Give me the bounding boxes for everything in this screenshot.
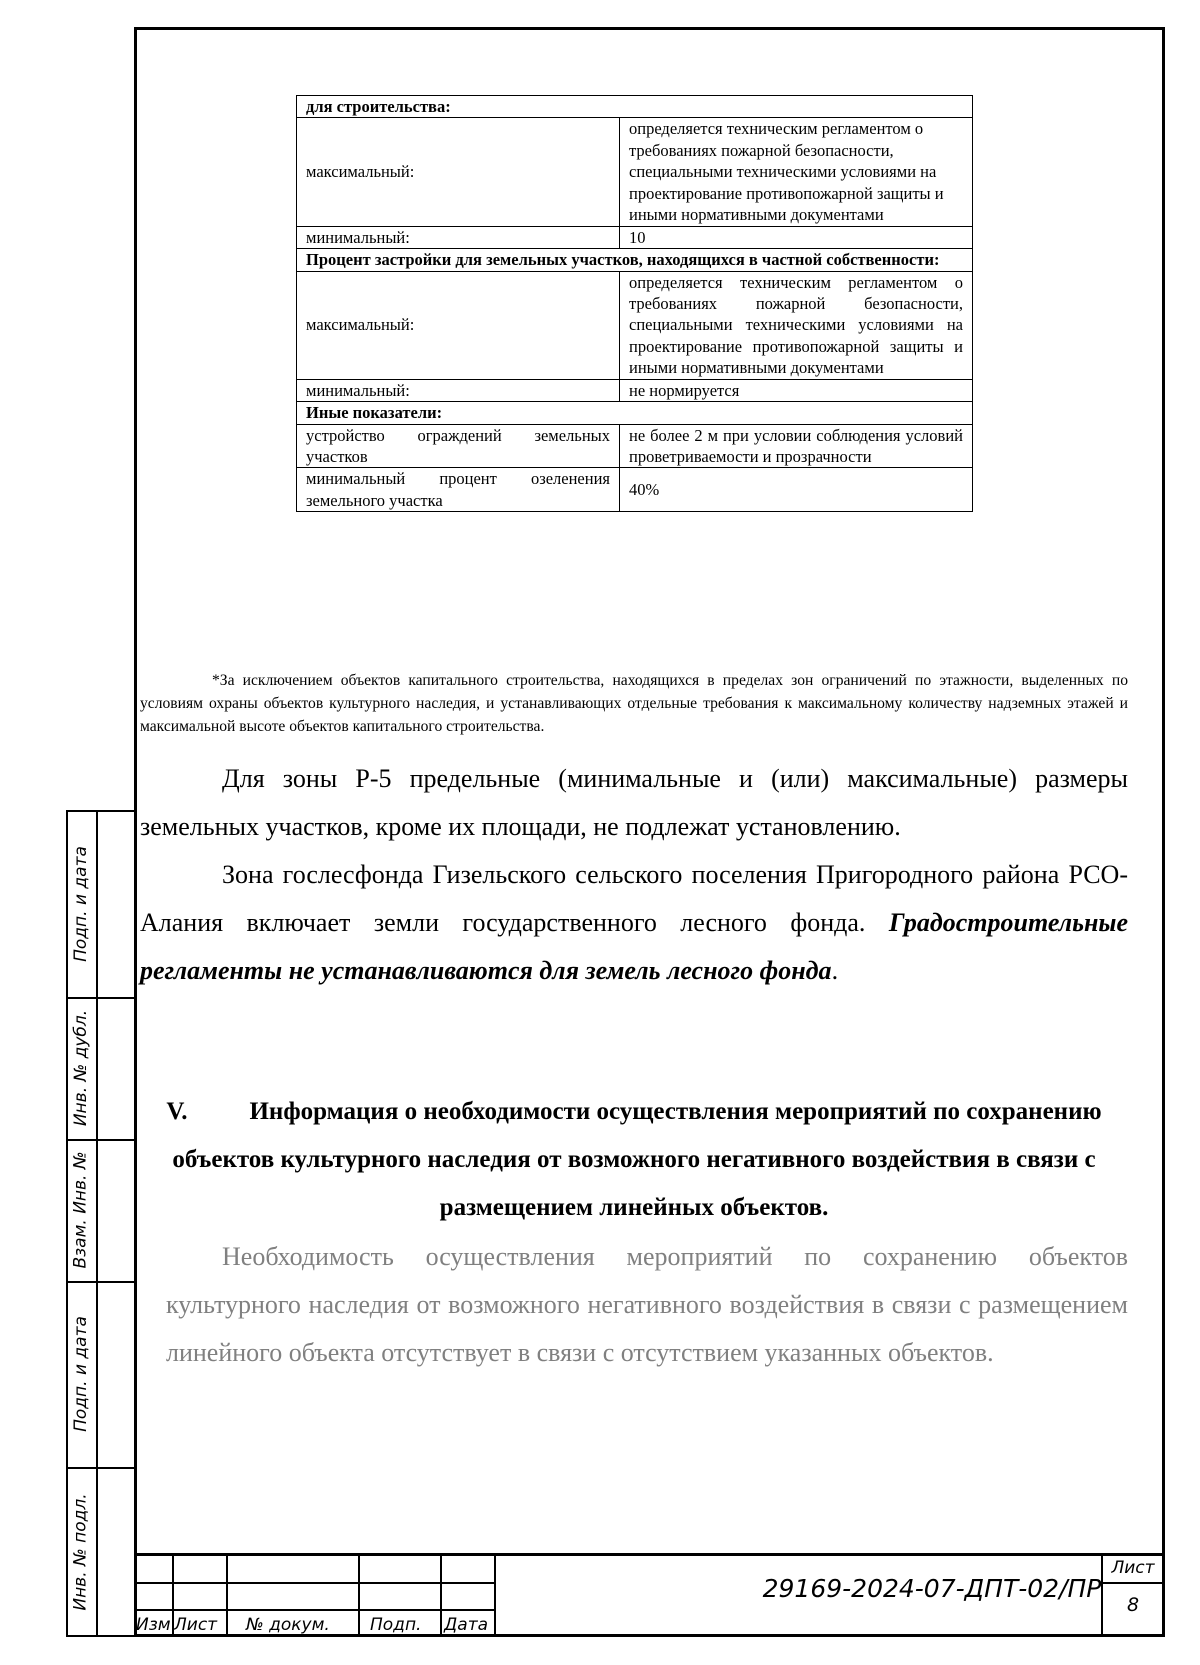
title-block-column-line	[358, 1556, 360, 1637]
table-cell-value: не более 2 м при условии соблюдения условий проветриваемости и прозрачности	[620, 424, 973, 468]
table-cell-value: определяется техническим регламентом о требованиях пожарной безопасности, специальными техническими условиями на проектирование противопожарной защиты и иными нормативными документами	[620, 118, 973, 226]
table-section-header: для строительства:	[297, 96, 973, 118]
side-stamp-text: Подп. и дата	[71, 1316, 91, 1432]
paragraph-zone-r5: Для зоны Р-5 предельные (минимальные и (или) максимальные) размеры земельных участков, кроме их площади, не подлежат установлению.	[140, 764, 1128, 841]
table-row	[297, 468, 973, 512]
column-label-list: Лист	[174, 1615, 218, 1635]
table-cell-label: минимальный процент озеленения земельного участка	[297, 468, 620, 512]
table-row	[297, 118, 973, 226]
section-title: Информация о необходимости осуществления мероприятий по сохранению объектов культурного наследия от возможного негативного воздействия в связи с размещением линейных объектов.	[172, 1098, 1102, 1221]
table-section-header: Иные показатели:	[297, 402, 973, 424]
table-row	[297, 96, 973, 118]
sheet-label: Лист	[1111, 1558, 1155, 1578]
side-stamp-label	[66, 810, 96, 997]
regulations-table-body	[297, 96, 973, 512]
side-stamp-text: Инв. № подл.	[71, 1493, 92, 1611]
side-stamp-text: Взам. Инв. №	[71, 1151, 91, 1269]
table-cell-value: 10	[620, 226, 973, 248]
column-label-izm: Изм	[136, 1615, 171, 1635]
paragraph-forest-fund	[140, 851, 1128, 995]
column-label-signature: Подп.	[370, 1615, 422, 1635]
table-row	[297, 271, 973, 379]
table-cell-value: определяется техническим регламентом о требованиях пожарной безопасности, специальными техническими условиями на проектирование противопожарной защиты и иными нормативными документами	[620, 271, 973, 379]
table-row	[297, 424, 973, 468]
paragraph-text: .	[831, 956, 839, 985]
column-label-doc-number: № докум.	[246, 1615, 330, 1635]
document-code: 29169-2024-07-ДПТ-02/ПР	[762, 1574, 1102, 1603]
side-stamp-label	[66, 997, 96, 1139]
column-label-date: Дата	[444, 1615, 489, 1635]
title-block	[134, 1553, 1165, 1637]
side-stamp-inner-column	[96, 810, 134, 1637]
table-row	[297, 402, 973, 424]
table-row	[297, 379, 973, 401]
side-stamp-text: Подп. и дата	[71, 845, 91, 962]
side-stamp-label	[66, 1281, 96, 1467]
paragraph-emphasis: Градостроительные регламенты не устанавливаются для земель лесного фонда	[140, 908, 1128, 985]
footnote: *За исключением объектов капитального строительства, находящихся в пределах зон ограничений по этажности, выделенных по условиям охраны объектов культурного наследия, и устанавливающих отдельные требования к максимальному количеству надземных этажей и максимальной высоте объектов капитального строительства.	[140, 672, 1128, 735]
regulations-table	[296, 95, 973, 512]
table-row	[297, 226, 973, 248]
paragraph-text: Зона гослесфонда Гизельского сельского поселения Пригородного района РСО-Алания включает земли государственного лесного фонда.	[140, 860, 1128, 937]
side-stamp-label	[66, 1467, 96, 1637]
table-cell-label: максимальный:	[297, 271, 620, 379]
section-number: V.	[166, 1098, 188, 1125]
table-cell-label: минимальный:	[297, 379, 620, 401]
table-cell-label: устройство ограждений земельных участков	[297, 424, 620, 468]
title-block-column-line	[494, 1556, 496, 1637]
sheet-number: 8	[1126, 1594, 1140, 1616]
paragraph-heritage: Необходимость осуществления мероприятий по сохранению объектов культурного наследия от возможного негативного воздействия в связи с размещением линейного объекта отсутствует в связи с отсутствием указанных объектов.	[166, 1242, 1128, 1367]
table-cell-value: 40%	[620, 468, 973, 512]
title-block-column-line	[226, 1556, 228, 1637]
table-section-header: Процент застройки для земельных участков, находящихся в частной собственности:	[297, 249, 973, 271]
side-stamp-text: Инв. № дубл.	[71, 1009, 91, 1127]
table-cell-value: не нормируется	[620, 379, 973, 401]
table-cell-label: минимальный:	[297, 226, 620, 248]
table-row	[297, 249, 973, 271]
title-block-column-line	[440, 1556, 442, 1637]
table-cell-label: максимальный:	[297, 118, 620, 226]
section-heading	[140, 1088, 1128, 1232]
side-stamp-label	[66, 1139, 96, 1281]
